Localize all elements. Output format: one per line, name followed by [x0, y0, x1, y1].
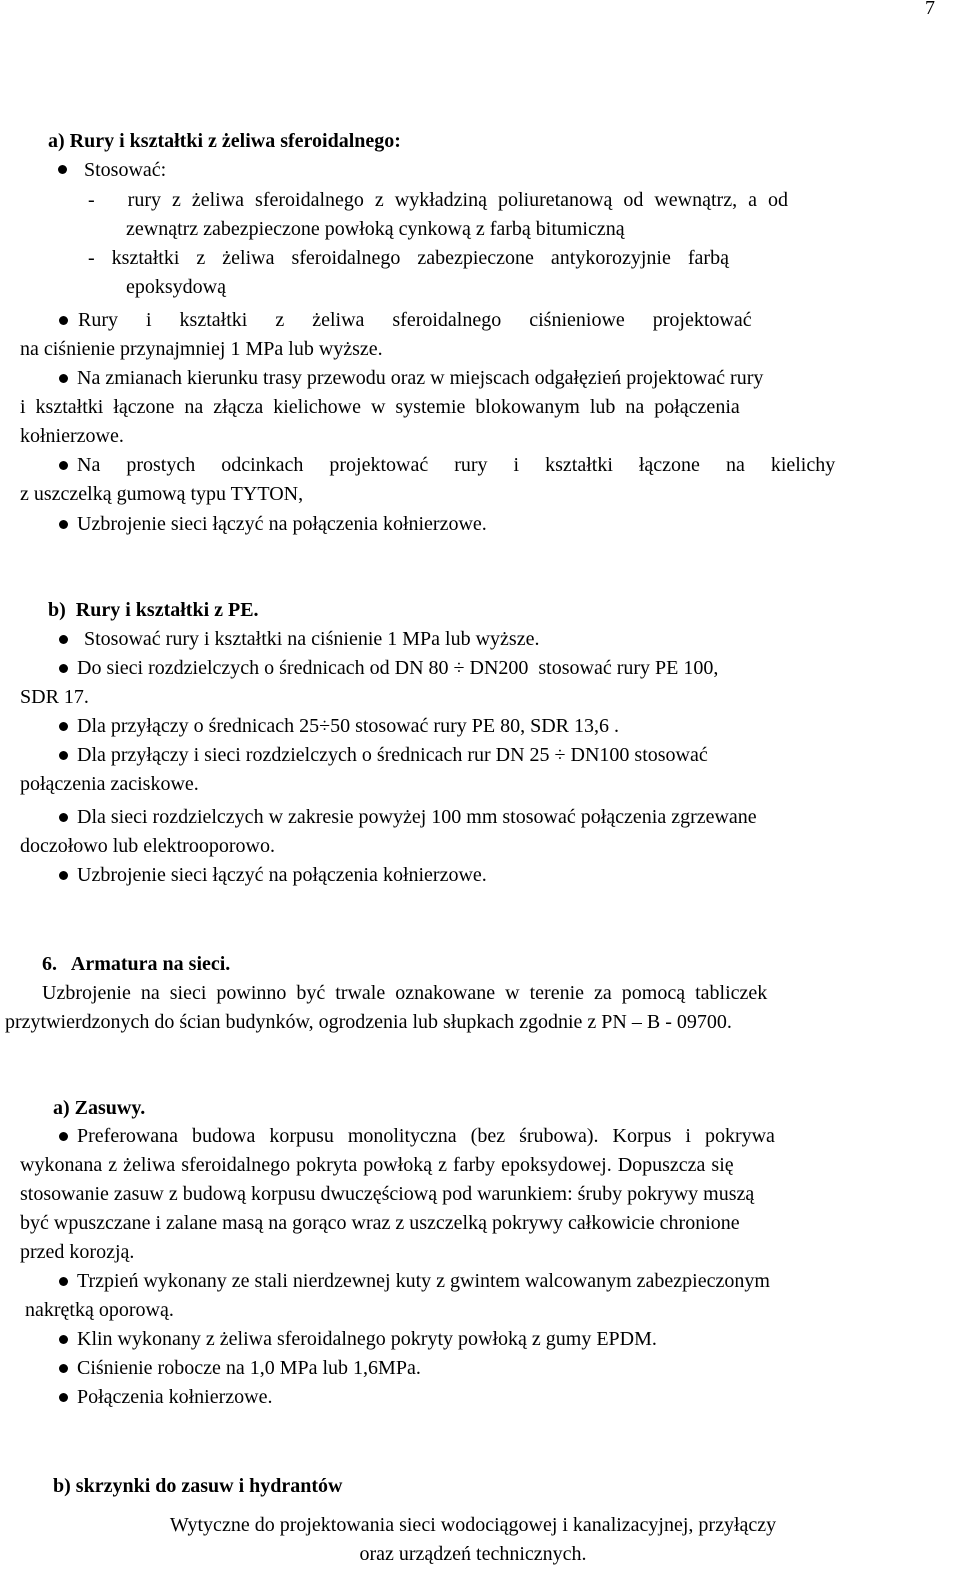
b-bullet-2-line1: Do sieci rozdzielczych o średnicach od DN 80 ÷ DN200 stosować rury PE 100,: [77, 657, 719, 679]
bullet-icon: [59, 635, 68, 644]
bullet-icon: [59, 316, 68, 325]
a-bullet-2-line1: Na zmianach kierunku trasy przewodu oraz w miejscach odgałęzień projektować rury: [77, 367, 764, 389]
bullet-icon: [59, 751, 68, 760]
zasuwy-bullet-4: Ciśnienie robocze na 1,0 MPa lub 1,6MPa.: [77, 1357, 421, 1379]
b-bullet-5-line2: doczołowo lub elektrooporowo.: [20, 835, 275, 857]
a-bullet-4: Uzbrojenie sieci łączyć na połączenia kołnierzowe.: [77, 513, 487, 535]
bullet-icon: [59, 664, 68, 673]
skrzynki-heading: b) skrzynki do zasuw i hydrantów: [53, 1475, 343, 1497]
zasuwy-bullet-5: Połączenia kołnierzowe.: [77, 1386, 273, 1408]
footer-line2: oraz urządzeń technicznych.: [359, 1543, 587, 1565]
zasuwy-heading: a) Zasuwy.: [53, 1097, 146, 1119]
bullet-icon: [59, 722, 68, 731]
bullet-icon: [59, 374, 68, 383]
zasuwy-bullet-2-line1: Trzpień wykonany ze stali nierdzewnej kuty z gwintem walcowanym zabezpieczonym: [77, 1270, 770, 1292]
zasuwy-bullet-1-line5: przed korozją.: [20, 1241, 135, 1263]
bullet-icon: [59, 1132, 68, 1141]
bullet-icon: [59, 1277, 68, 1286]
a-bullet-1-line2: na ciśnienie przynajmniej 1 MPa lub wyższe.: [20, 338, 383, 360]
bullet-icon: [59, 1393, 68, 1402]
dash-item-1-line2: zewnątrz zabezpieczone powłoką cynkową z farbą bitumiczną: [126, 218, 625, 240]
dash-item-1-line1: - rury z żeliwa sferoidalnego z wykładziną poliuretanową od wewnątrz, a od: [88, 189, 788, 211]
b-bullet-4-line1: Dla przyłączy i sieci rozdzielczych o średnicach rur DN 25 ÷ DN100 stosować: [77, 744, 708, 766]
dash-item-2-line1: - kształtki z żeliwa sferoidalnego zabezpieczone antykorozyjnie farbą: [88, 247, 729, 269]
bullet-icon: [58, 165, 67, 174]
zasuwy-bullet-1-line2: wykonana z żeliwa sferoidalnego pokryta powłoką z farby epoksydowej. Dopuszcza się: [20, 1154, 734, 1176]
a-bullet-1-line1: Rury i kształtki z żeliwa sferoidalnego ciśnieniowe projektować: [78, 309, 752, 331]
bullet-icon: [59, 520, 68, 529]
page-number: 7: [925, 0, 935, 19]
b-bullet-2-line2: SDR 17.: [20, 686, 89, 708]
bullet-icon: [59, 461, 68, 470]
a-bullet-3-line1: Na prostych odcinkach projektować rury i kształtki łączone na kielichy: [77, 454, 836, 476]
zasuwy-bullet-1-line3: stosowanie zasuw z budową korpusu dwuczęściową pod warunkiem: śruby pokrywy muszą: [20, 1183, 755, 1205]
stosowac-label: Stosować:: [84, 159, 167, 181]
zasuwy-bullet-1-line4: być wpuszczane i zalane masą na gorąco wraz z uszczelką pokrywy całkowicie chronione: [20, 1212, 740, 1234]
b-bullet-6: Uzbrojenie sieci łączyć na połączenia kołnierzowe.: [77, 864, 487, 886]
a-bullet-3-line2: z uszczelką gumową typu TYTON,: [20, 483, 304, 505]
a-bullet-2-line2: i kształtki łączone na złącza kielichowe w systemie blokowanym lub na połączenia: [20, 396, 740, 418]
section-b-heading: b) Rury i kształtki z PE.: [48, 599, 259, 621]
zasuwy-bullet-1-line1: Preferowana budowa korpusu monolityczna (bez śrubowa). Korpus i pokrywa: [77, 1125, 775, 1147]
dash-item-2-line2: epoksydową: [126, 276, 226, 298]
footer-line1: Wytyczne do projektowania sieci wodociągowej i kanalizacyjnej, przyłączy: [169, 1514, 777, 1536]
b-bullet-4-line2: połączenia zaciskowe.: [20, 773, 199, 795]
bullet-icon: [59, 1364, 68, 1373]
bullet-icon: [59, 813, 68, 822]
zasuwy-bullet-3: Klin wykonany z żeliwa sferoidalnego pokryty powłoką z gumy EPDM.: [77, 1328, 657, 1350]
b-bullet-3: Dla przyłączy o średnicach 25÷50 stosować rury PE 80, SDR 13,6 .: [77, 715, 619, 737]
section-6-paragraph-line1: Uzbrojenie na sieci powinno być trwale oznakowane w terenie za pomocą tabliczek: [42, 982, 768, 1004]
bullet-icon: [59, 871, 68, 880]
b-bullet-1: Stosować rury i kształtki na ciśnienie 1 MPa lub wyższe.: [84, 628, 540, 650]
section-a-heading: a) Rury i kształtki z żeliwa sferoidalnego:: [48, 130, 401, 152]
a-bullet-2-line3: kołnierzowe.: [20, 425, 124, 447]
bullet-icon: [59, 1335, 68, 1344]
section-6-heading: 6. Armatura na sieci.: [42, 953, 231, 975]
section-6-paragraph-line2: przytwierdzonych do ścian budynków, ogrodzenia lub słupkach zgodnie z PN – B - 09700.: [5, 1011, 732, 1033]
b-bullet-5-line1: Dla sieci rozdzielczych w zakresie powyżej 100 mm stosować połączenia zgrzewane: [77, 806, 757, 828]
zasuwy-bullet-2-line2: nakrętką oporową.: [25, 1299, 174, 1321]
